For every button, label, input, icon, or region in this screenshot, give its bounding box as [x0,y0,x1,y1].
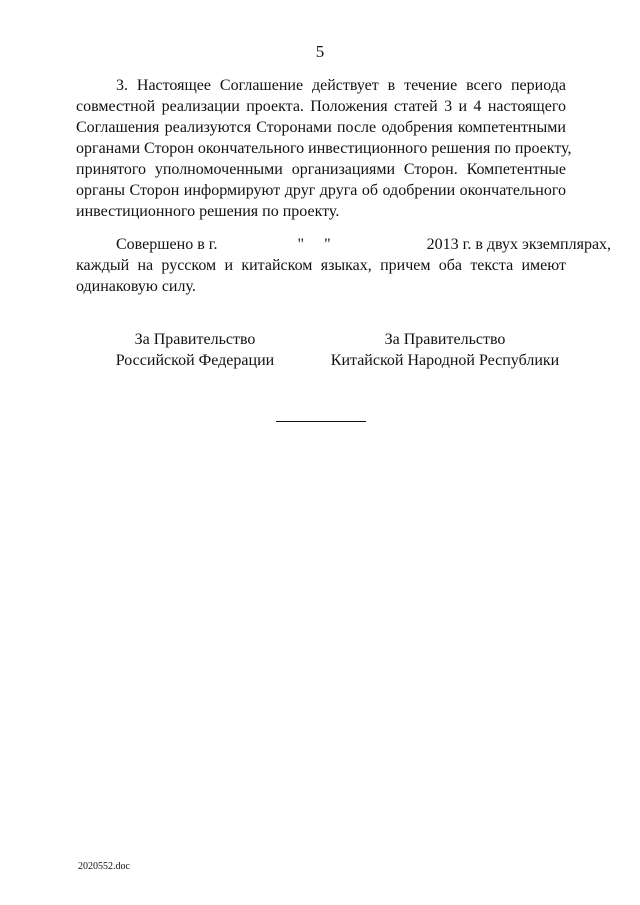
text-line: каждый на русском и китайском языках, причем оба текста имеют [76,257,566,274]
text-line: органы Сторон информируют друг друга об одобрении окончательного [76,182,566,199]
file-name-footer: 2020552.doc [78,861,130,872]
text-line: органами Сторон окончательного инвестиционного решения по проекту, [76,140,572,157]
text-line: 3. Настоящее Соглашение действует в течение всего периода [116,77,566,94]
text-line: Соглашения реализуются Сторонами после одобрения компетентными [76,119,566,136]
text-line: одинаковую силу. [76,278,196,295]
text-line: совместной реализации проекта. Положения статей 3 и 4 настоящего [76,98,566,115]
signature-block-russia [100,329,290,371]
signature-line: За Правительство [134,331,256,348]
paragraph-done-at [76,234,612,297]
text-line: Совершено в г. " " 2013 г. в двух экземплярах, [116,236,612,253]
page-number: 5 [315,42,325,61]
signature-line: Российской Федерации [115,352,275,369]
text-line: принятого уполномоченными организациями Сторон. Компетентные [76,161,566,178]
text-line: инвестиционного решения по проекту. [76,203,340,220]
separator-rule [276,421,366,422]
signature-line: Китайской Народной Республики [330,352,560,369]
signature-line: За Правительство [384,331,506,348]
paragraph-article-3 [76,75,572,222]
signature-block-china [330,329,560,371]
